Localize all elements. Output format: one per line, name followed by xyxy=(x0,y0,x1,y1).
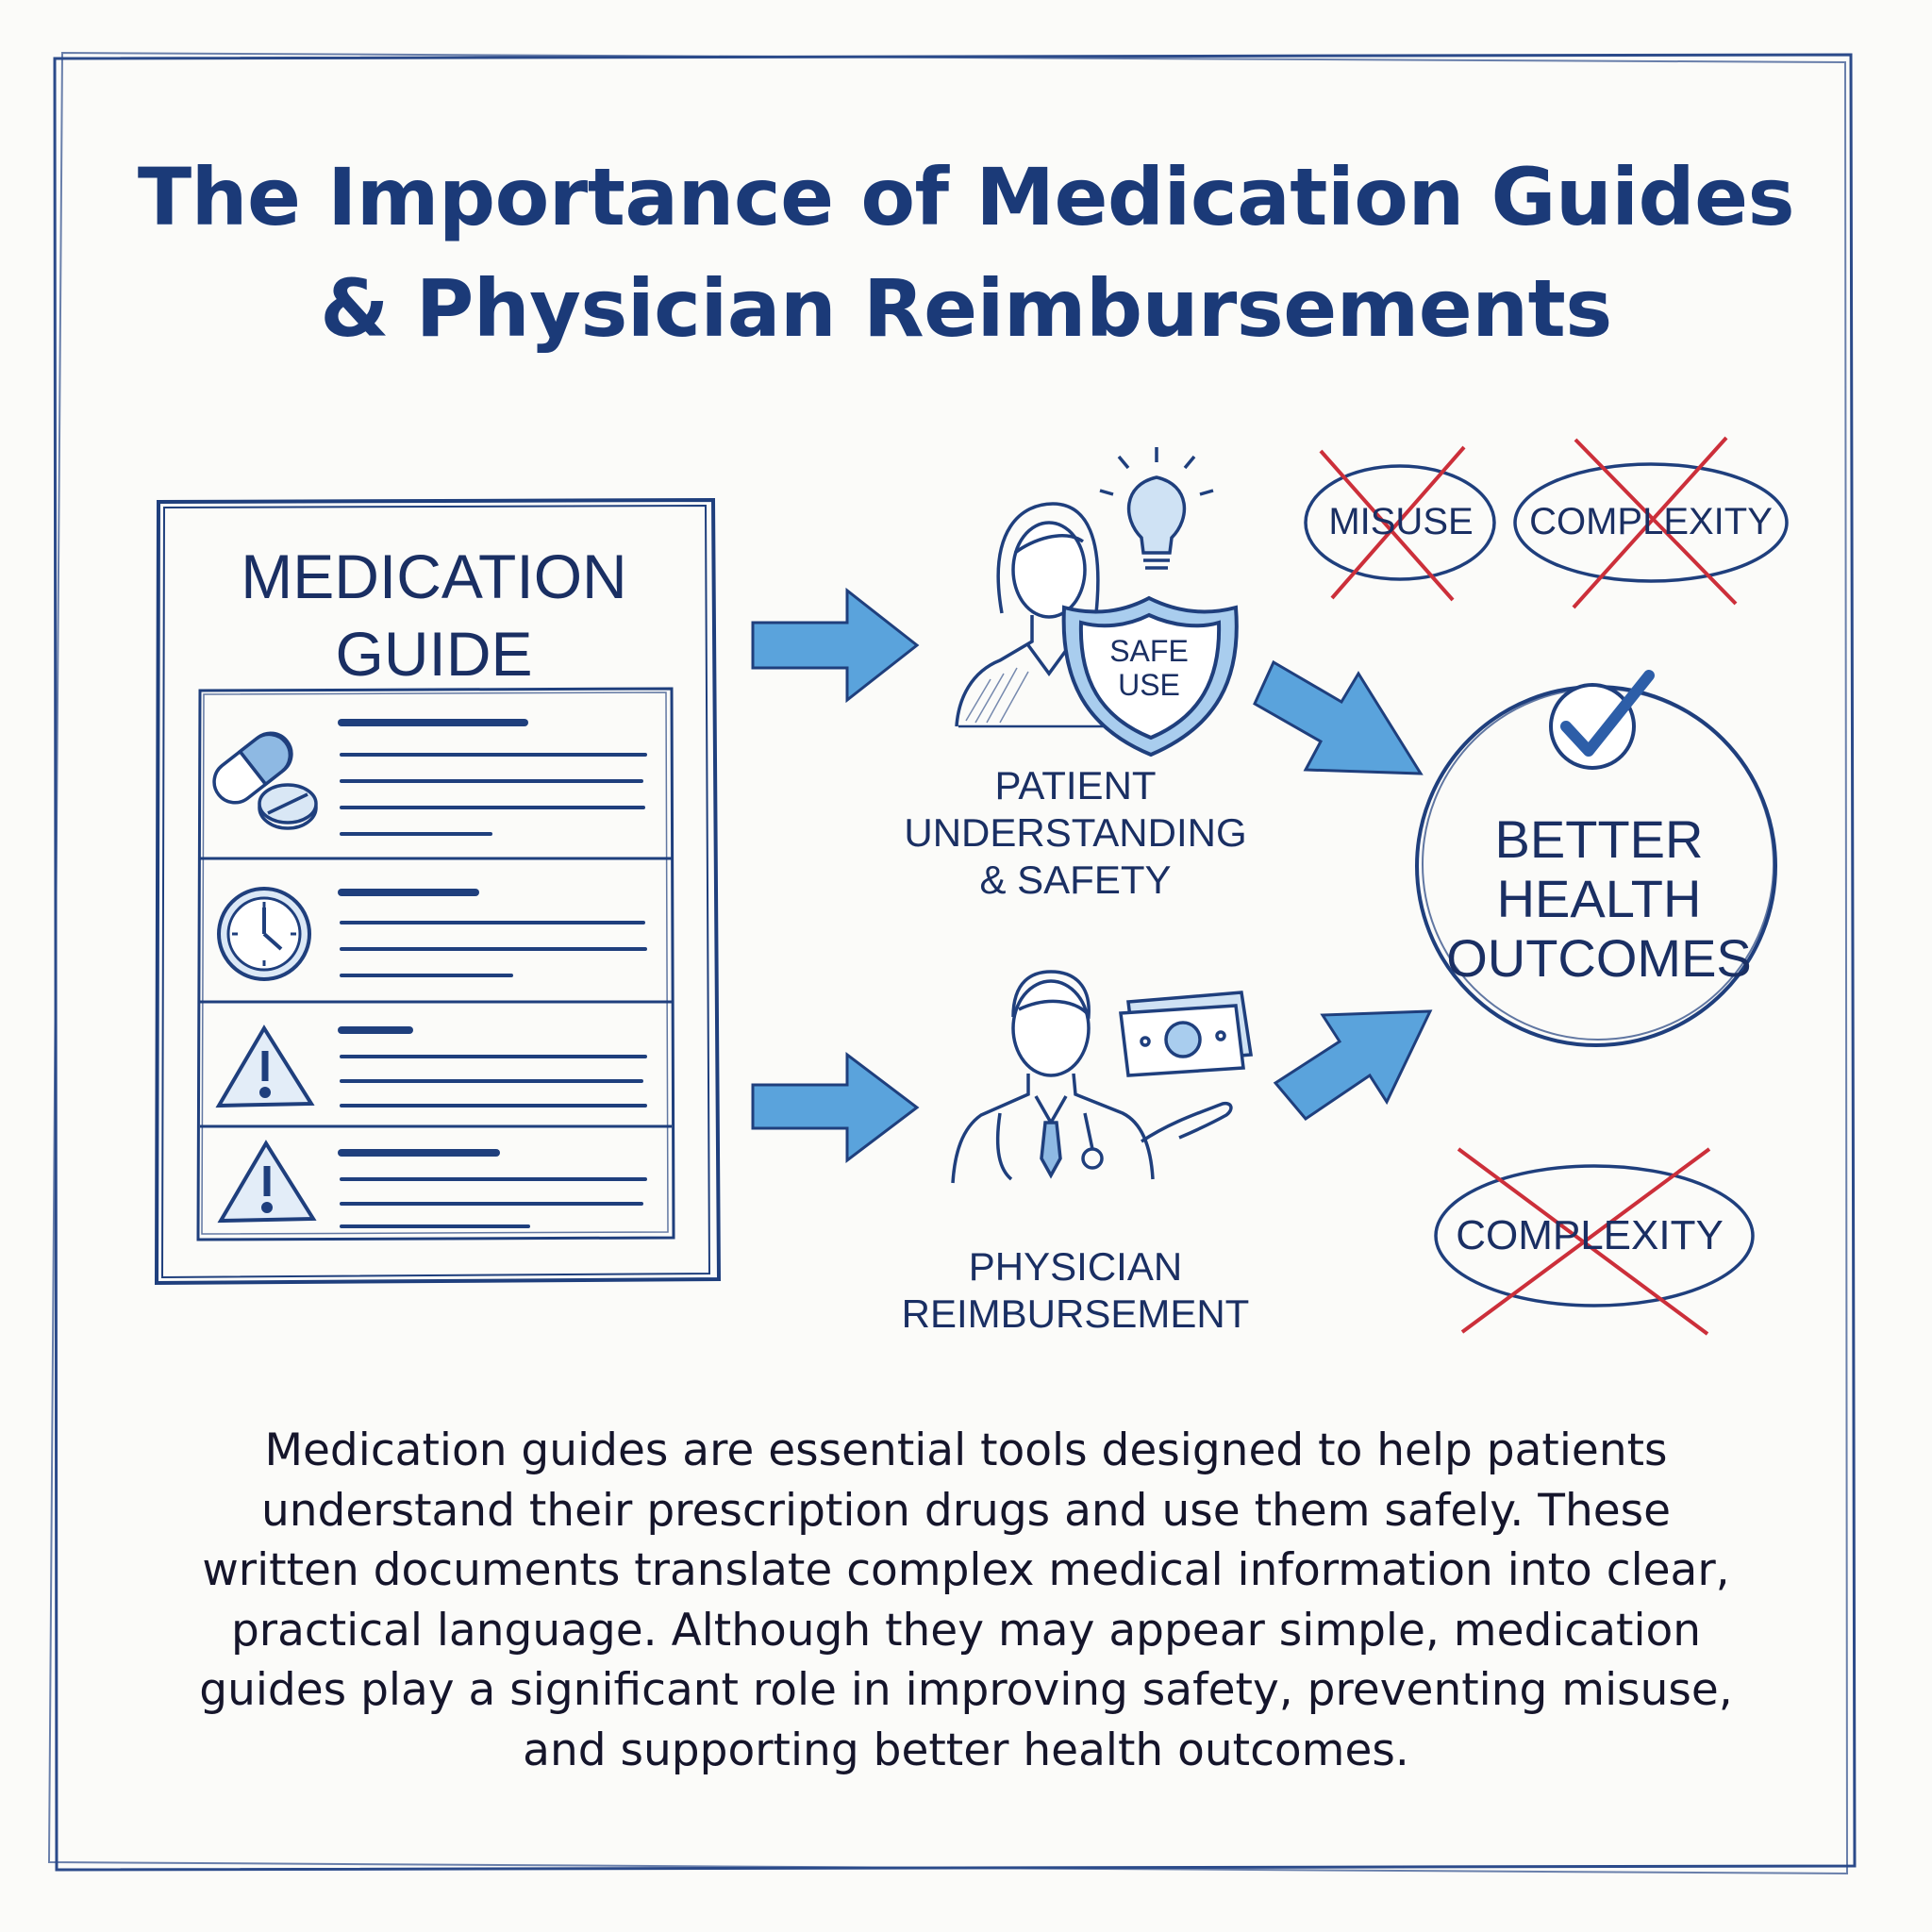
arrow-physician-to-outcome xyxy=(1275,1011,1430,1119)
document-heading xyxy=(160,538,708,692)
outcome-label-line-3: OUTCOMES xyxy=(1446,928,1752,988)
crossed-label-complexity-lower: COMPLEXITY xyxy=(1456,1212,1724,1258)
patient-label-line-3: & SAFETY xyxy=(979,858,1172,902)
physician-label-line-2: REIMBURSEMENT xyxy=(901,1291,1250,1336)
document-heading-line-2: GUIDE xyxy=(335,619,533,689)
shield-label-line-2: USE xyxy=(1118,668,1180,702)
patient-label-line-2: UNDERSTANDING xyxy=(904,810,1247,855)
patient-label xyxy=(849,762,1302,904)
physician-label-line-1: PHYSICIAN xyxy=(968,1244,1183,1289)
document-heading-line-1: MEDICATION xyxy=(241,541,627,611)
clock-icon xyxy=(219,889,309,979)
crossed-label-complexity: COMPLEXITY xyxy=(1529,501,1773,542)
patient-label-line-1: PATIENT xyxy=(994,763,1157,808)
pills-icon xyxy=(206,724,316,828)
description-line-2: understand their prescription drugs and use them safely. These xyxy=(260,1484,1672,1537)
outcome-label-line-2: HEALTH xyxy=(1496,869,1702,928)
warning-icon xyxy=(221,1143,313,1221)
arrow-to-patient xyxy=(753,591,917,700)
description-line-5: guides play a significant role in improving safety, preventing misuse, xyxy=(199,1664,1733,1716)
document-text-lines xyxy=(341,723,645,1226)
arrow-patient-to-outcome xyxy=(1255,662,1421,774)
outcome-label xyxy=(1415,809,1783,988)
warning-icon xyxy=(219,1028,311,1106)
description-line-1: Medication guides are essential tools designed to help patients xyxy=(264,1424,1668,1476)
description-line-3: written documents translate complex medical information into clear, xyxy=(202,1544,1730,1596)
title-line-2: & Physician Reimbursements xyxy=(320,262,1612,355)
title-line-1: The Importance of Medication Guides xyxy=(137,151,1795,243)
description-line-4: practical language. Although they may appear simple, medication xyxy=(230,1604,1702,1657)
crossed-label-misuse: MISUSE xyxy=(1328,501,1474,542)
lightbulb-icon xyxy=(1100,447,1213,568)
description-paragraph xyxy=(142,1421,1790,1780)
money-icon xyxy=(1121,992,1251,1075)
shield-label-line-1: SAFE xyxy=(1109,634,1189,668)
shield-label xyxy=(1092,634,1206,702)
outcome-label-line-1: BETTER xyxy=(1494,809,1704,869)
arrow-to-physician xyxy=(753,1055,917,1160)
page-title xyxy=(113,142,1819,364)
physician-label xyxy=(830,1243,1321,1338)
description-line-6: and supporting better health outcomes. xyxy=(523,1724,1409,1776)
